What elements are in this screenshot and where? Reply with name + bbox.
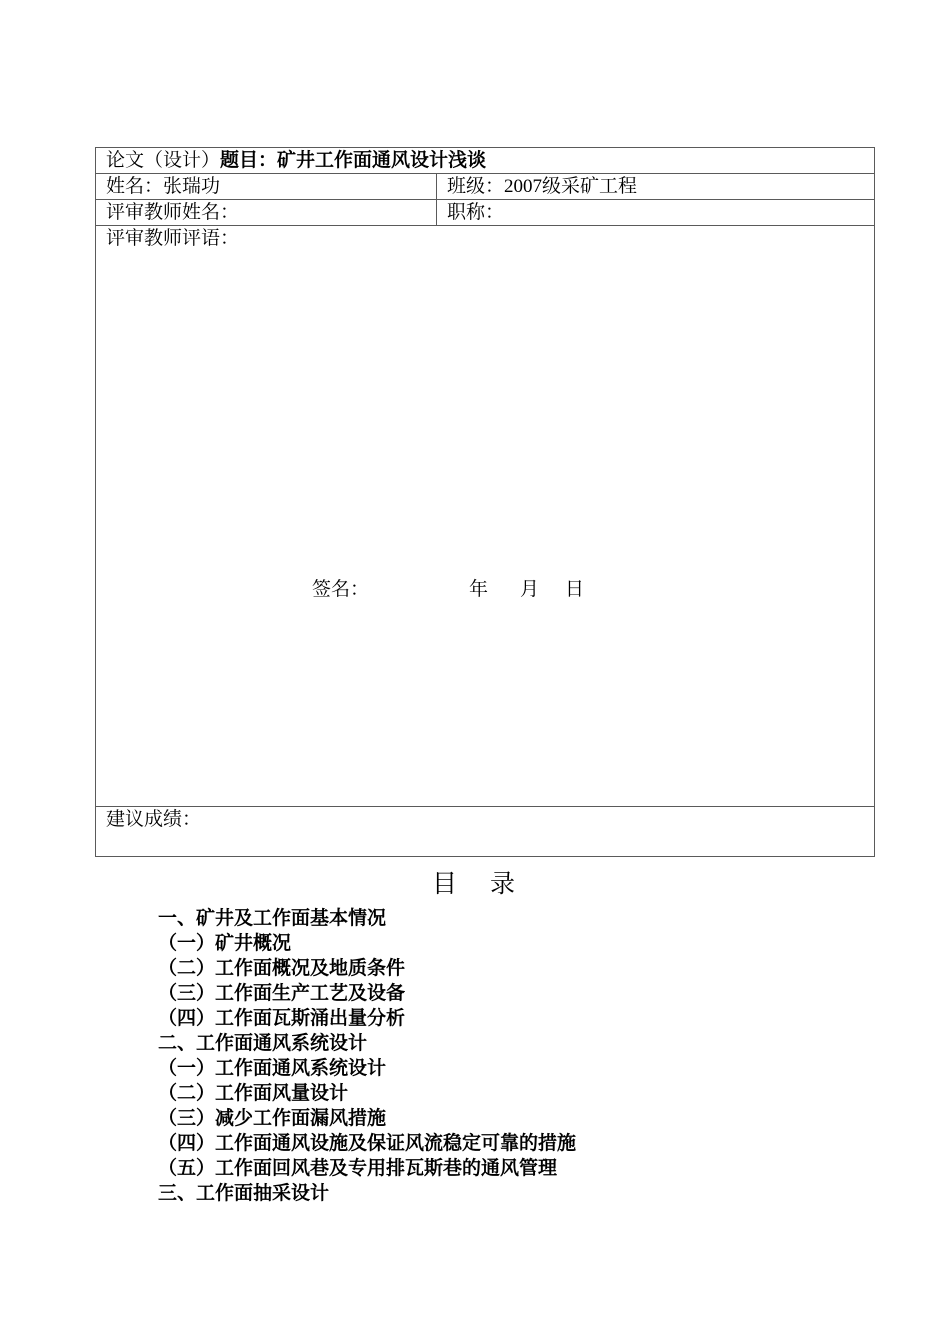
rank-label: 职称： [447, 201, 505, 223]
toc-title-right: 录 [490, 869, 519, 898]
class-value: 级采矿工程 [542, 175, 638, 197]
date-year-label: 年 [469, 578, 489, 600]
grade-label: 建议成绩： [106, 808, 202, 830]
toc-item: （四）工作面瓦斯涌出量分析 [158, 1007, 406, 1029]
grade-label-cell [96, 807, 874, 833]
date-month-label: 月 [520, 578, 540, 600]
date-day-label: 日 [565, 578, 585, 600]
toc-item: （二）工作面风量设计 [158, 1082, 349, 1104]
table-of-contents [158, 906, 576, 1206]
toc-item: 二、工作面通风系统设计 [158, 1032, 368, 1054]
toc-item: 一、矿井及工作面基本情况 [158, 907, 387, 929]
reviewer-name-cell [96, 200, 436, 225]
toc-item: （五）工作面回风巷及专用排瓦斯巷的通风管理 [158, 1157, 558, 1179]
toc-title [0, 866, 950, 902]
class-year: 2007 [504, 176, 543, 197]
review-form-table [95, 147, 875, 857]
grade-row [96, 807, 874, 856]
toc-item: （二）工作面概况及地质条件 [158, 957, 406, 979]
thesis-title [96, 148, 874, 173]
comment-label-cell [96, 226, 874, 252]
rank-cell [436, 200, 874, 225]
title-label: 题目： [220, 149, 278, 171]
toc-item: （三）工作面生产工艺及设备 [158, 982, 406, 1004]
toc-item: （一）矿井概况 [158, 932, 292, 954]
toc-item: 三、工作面抽采设计 [158, 1182, 330, 1204]
signature-line [96, 576, 874, 602]
comment-row [96, 226, 874, 807]
class-cell [436, 174, 874, 199]
reviewer-row [96, 200, 874, 226]
student-name-cell [96, 174, 436, 199]
title-prefix: 论文（设计） [106, 149, 221, 171]
reviewer-label: 评审教师姓名： [106, 201, 240, 223]
toc-item: （三）减少工作面漏风措施 [158, 1107, 387, 1129]
name-class-row [96, 174, 874, 200]
toc-item: （一）工作面通风系统设计 [158, 1057, 387, 1079]
title-value: 矿井工作面通风设计浅谈 [277, 149, 487, 171]
name-value: 张瑞功 [163, 175, 221, 197]
toc-title-left: 目 [431, 869, 460, 898]
title-row [96, 148, 874, 174]
comment-label: 评审教师评语： [106, 227, 240, 249]
sign-label: 签名： [312, 578, 370, 600]
toc-item: （四）工作面通风设施及保证风流稳定可靠的措施 [158, 1132, 577, 1154]
class-label: 班级： [447, 175, 505, 197]
name-label: 姓名： [106, 175, 164, 197]
